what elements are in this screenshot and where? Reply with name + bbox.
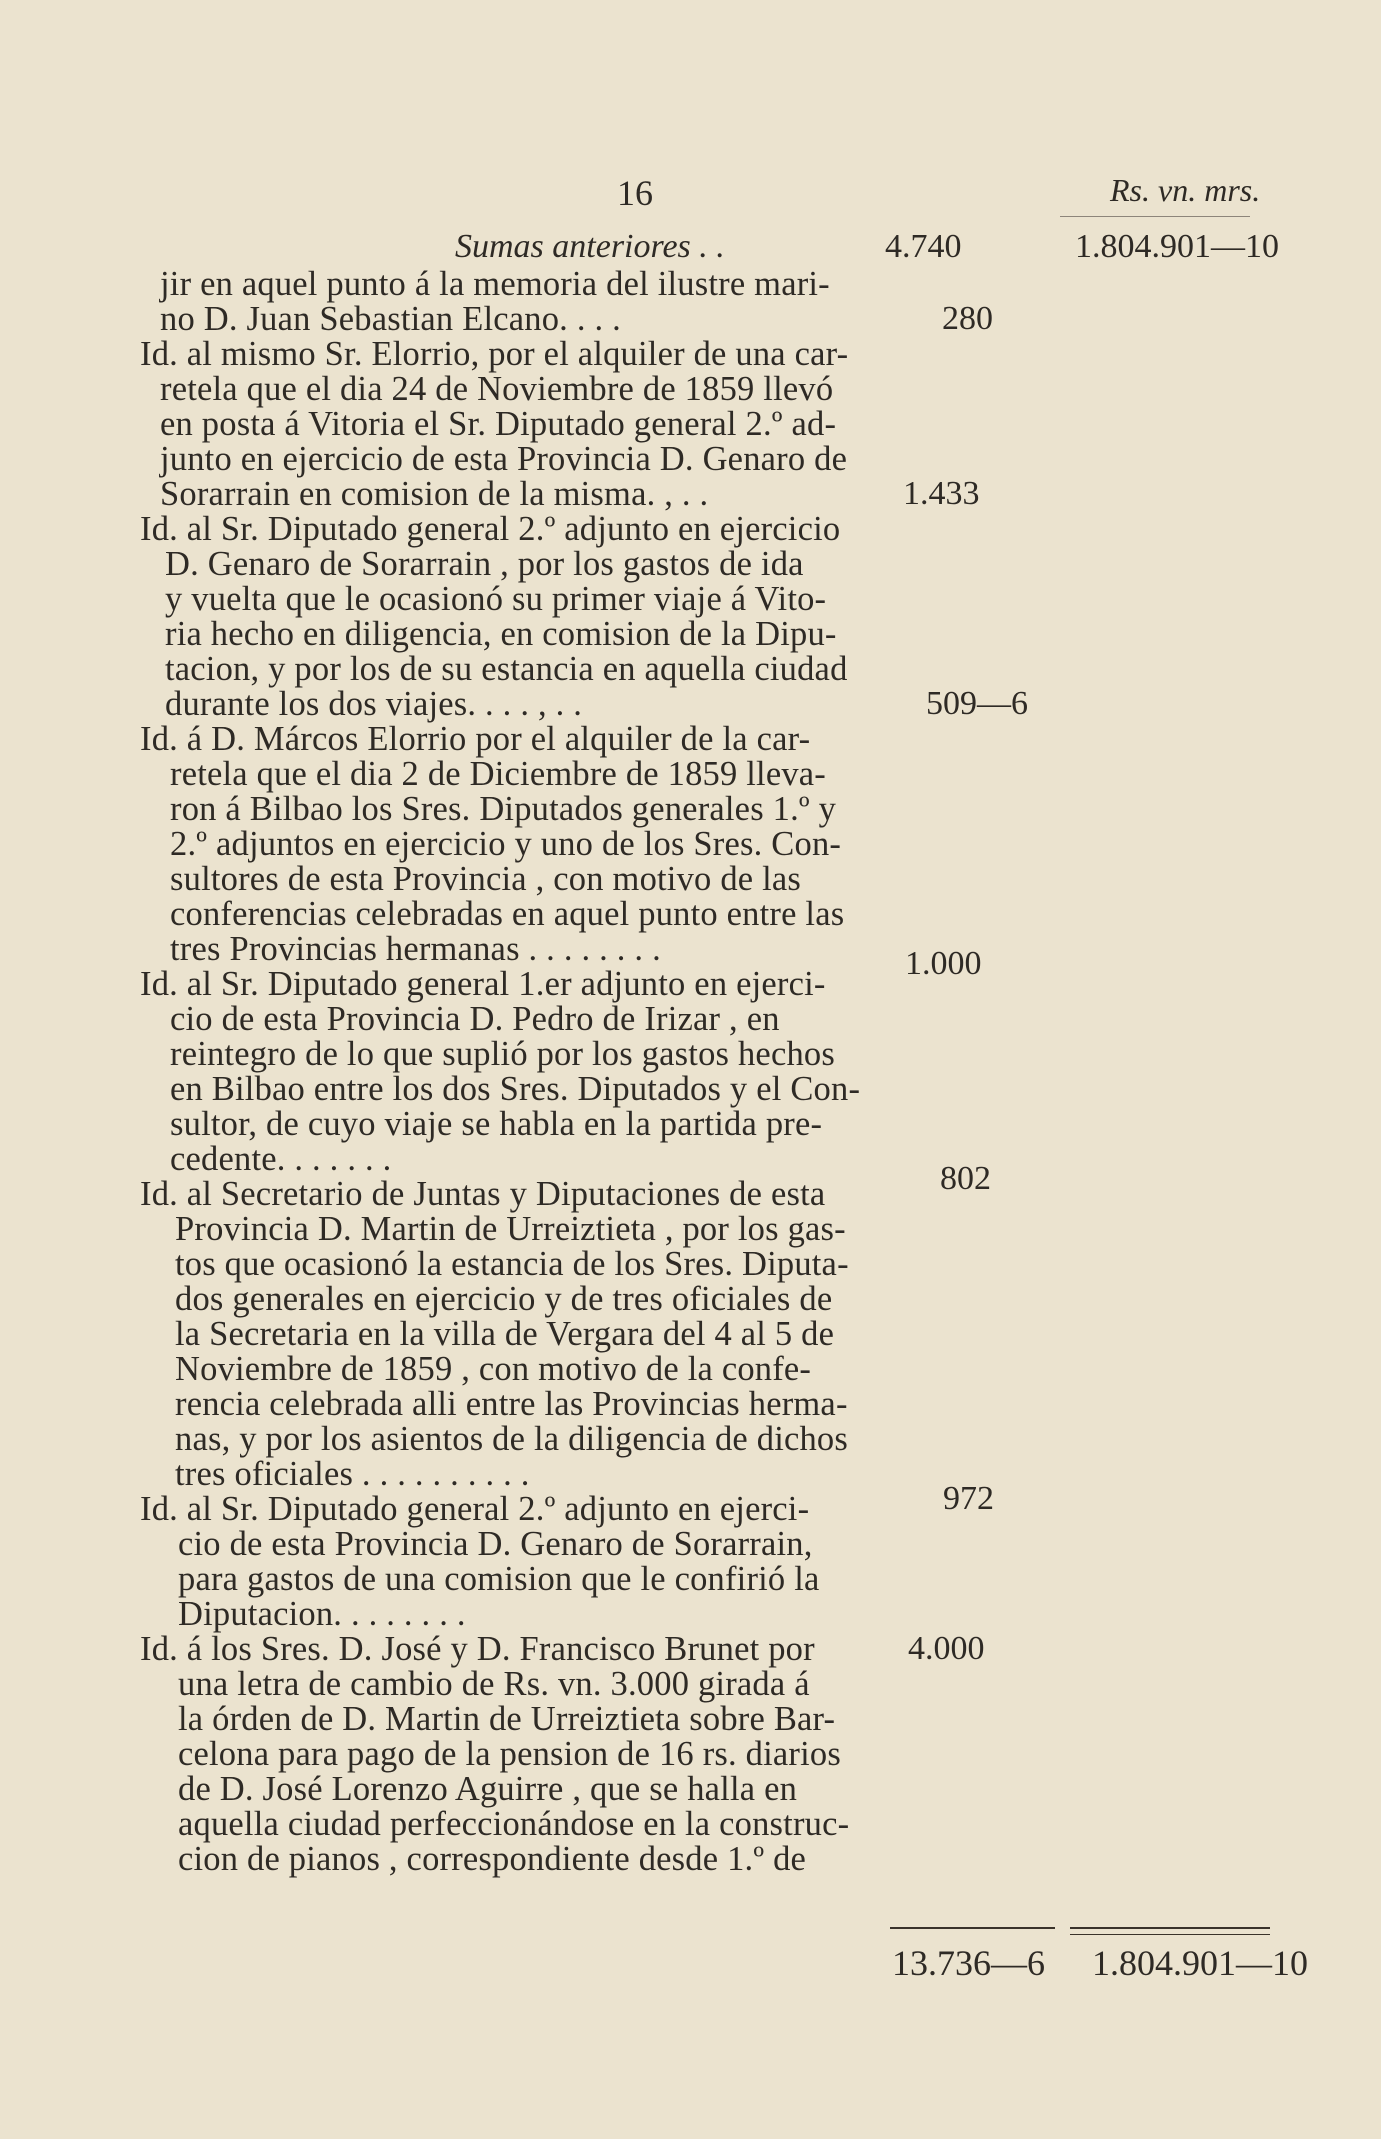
text-line: la órden de D. Martin de Urreiztieta sobre Bar- — [178, 1700, 836, 1738]
text-line: cio de esta Provincia D. Pedro de Irizar , en — [170, 1000, 780, 1038]
text-line: tacion, y por los de su estancia en aquella ciudad — [165, 650, 848, 688]
text-line: y vuelta que le ocasionó su primer viaje á Vito- — [165, 580, 827, 618]
text-line: rencia celebrada alli entre las Provincias herma- — [175, 1385, 848, 1423]
text-line: retela que el dia 2 de Diciembre de 1859 lleva- — [170, 755, 826, 793]
text-line: Id. al mismo Sr. Elorrio, por el alquiler de una car- — [140, 335, 849, 373]
text-line: Diputacion. . . . . . . . — [178, 1595, 466, 1633]
text-line: sultores de esta Provincia , con motivo de las — [170, 860, 802, 898]
text-line: ron á Bilbao los Sres. Diputados generales 1.º y — [170, 790, 837, 828]
text-line: no D. Juan Sebastian Elcano. . . . — [160, 300, 621, 338]
text-line: aquella ciudad perfeccionándose en la construc- — [178, 1805, 850, 1843]
text-line: tos que ocasionó la estancia de los Sres. Diputa- — [175, 1245, 849, 1283]
amount-cell: 1.000 — [905, 945, 982, 982]
text-line: Id. al Secretario de Juntas y Diputaciones de esta — [140, 1175, 826, 1213]
text-line: Id. al Sr. Diputado general 1.er adjunto en ejerci- — [140, 965, 826, 1003]
text-line: ria hecho en diligencia, en comision de la Dipu- — [165, 615, 837, 653]
amount-cell: 509—6 — [926, 685, 1028, 722]
text-line: Id. á D. Márcos Elorrio por el alquiler de la car- — [140, 720, 811, 758]
text-line: nas, y por los asientos de la diligencia de dichos — [175, 1420, 849, 1458]
text-line: retela que el dia 24 de Noviembre de 1859 llevó — [160, 370, 834, 408]
text-line: para gastos de una comision que le confirió la — [178, 1560, 820, 1598]
amount-cell: 802 — [940, 1160, 991, 1197]
text-line: Id. á los Sres. D. José y D. Francisco Brunet por — [140, 1630, 815, 1668]
total-col2: 1.804.901—10 — [1092, 1943, 1308, 1983]
total-col1: 13.736—6 — [892, 1943, 1045, 1983]
sumas-amount-col1: 4.740 — [885, 228, 962, 265]
text-line: cion de pianos , correspondiente desde 1.º de — [178, 1840, 807, 1878]
amount-cell: 4.000 — [908, 1630, 985, 1667]
text-line: Noviembre de 1859 , con motivo de la confe- — [175, 1350, 812, 1388]
total-rule-col1 — [890, 1927, 1055, 1929]
text-line: jir en aquel punto á la memoria del ilustre mari- — [160, 265, 830, 303]
amount-cell: 280 — [942, 300, 993, 337]
sumas-amount-col2: 1.804.901—10 — [1075, 228, 1279, 265]
page-number: 16 — [617, 173, 653, 213]
text-line: Sorarrain en comision de la misma. , . . — [160, 475, 709, 513]
text-line: reintegro de lo que suplió por los gastos hechos — [170, 1035, 835, 1073]
amount-cell: 1.433 — [903, 475, 980, 512]
text-line: Provincia D. Martin de Urreiztieta , por los gas- — [175, 1210, 846, 1248]
text-line: la Secretaria en la villa de Vergara del 4 al 5 de — [175, 1315, 835, 1353]
text-line: celona para pago de la pension de 16 rs. diarios — [178, 1735, 841, 1773]
text-line: tres Provincias hermanas . . . . . . . . — [170, 930, 661, 968]
text-line: tres oficiales . . . . . . . . . . — [175, 1455, 530, 1493]
text-line: de D. José Lorenzo Aguirre , que se halla en — [178, 1770, 798, 1808]
total-rule-col2 — [1070, 1927, 1270, 1929]
text-line: una letra de cambio de Rs. vn. 3.000 girada á — [178, 1665, 810, 1703]
column-heading: Rs. vn. mrs. — [1110, 172, 1261, 208]
text-line: cio de esta Provincia D. Genaro de Sorarrain, — [178, 1525, 813, 1563]
text-line: conferencias celebradas en aquel punto entre las — [170, 895, 845, 933]
total-rule-col2-double — [1070, 1934, 1270, 1935]
text-line: D. Genaro de Sorarrain , por los gastos de ida — [165, 545, 804, 583]
amount-cell: 972 — [943, 1480, 994, 1517]
text-line: cedente. . . . . . . — [170, 1140, 392, 1178]
text-line: Id. al Sr. Diputado general 2.º adjunto en ejerci- — [140, 1490, 810, 1528]
text-line: durante los dos viajes. . . . , . . — [165, 685, 583, 723]
text-line: en posta á Vitoria el Sr. Diputado general 2.º ad- — [160, 405, 837, 443]
sumas-anteriores-label: Sumas anteriores . . — [455, 228, 725, 265]
text-line: Id. al Sr. Diputado general 2.º adjunto en ejercicio — [140, 510, 841, 548]
text-line: junto en ejercicio de esta Provincia D. Genaro de — [160, 440, 848, 478]
text-line: dos generales en ejercicio y de tres oficiales de — [175, 1280, 833, 1318]
text-line: sultor, de cuyo viaje se habla en la partida pre- — [170, 1105, 823, 1143]
text-line: en Bilbao entre los dos Sres. Diputados y el Con- — [170, 1070, 861, 1108]
text-line: 2.º adjuntos en ejercicio y uno de los Sres. Con- — [170, 825, 842, 863]
column-heading-rule — [1060, 216, 1250, 217]
